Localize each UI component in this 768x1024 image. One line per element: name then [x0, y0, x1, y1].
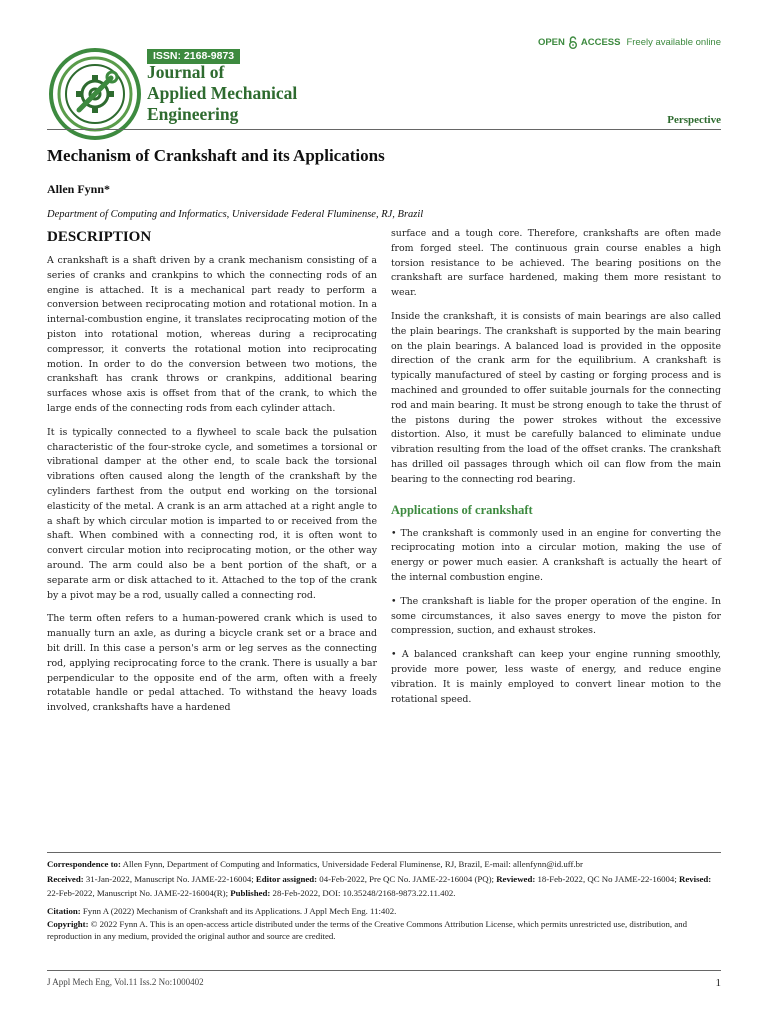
received-text: 31-Jan-2022, Manuscript No. JAME-22-16004; — [83, 873, 256, 884]
journal-title-line-2: Applied Mechanical — [147, 83, 298, 103]
page-footer — [47, 977, 721, 989]
footnote-divider — [47, 852, 721, 853]
journal-logo-gear-wrench-icon — [49, 48, 141, 140]
bullet-item: • The crankshaft is commonly used in an engine for converting the reciprocating motion into a circular motion, making the use of energy or power much easier. A crankshaft is actually the heart of the internal combustion engine. — [391, 527, 721, 583]
journal-title-line-3: Engineering — [147, 104, 239, 124]
correspondence-text: Allen Fynn, Department of Computing and Informatics, Universidade Federal Fluminense, RJ, Brazil, E-mail: allenfynn@id.uff.br — [120, 859, 583, 869]
bullet-item: • The crankshaft is liable for the proper operation of the engine. In some circumstances, it also saves energy to move the piston for compression, suction, and exhaust strokes. — [391, 595, 721, 637]
open-text: OPEN — [537, 37, 565, 48]
copyright-text: © 2022 Fynn A. This is an open-access article distributed under the terms of the Creative Commons Attribution License, which permits unrestricted use, distribution, and reproduction in any medium, provided the original author and source are credited. — [47, 918, 688, 941]
received-label: Received: — [47, 873, 84, 884]
bullet-item: • A balanced crankshaft can keep your engine running smoothly, provide more power, less waste of energy, and reduce engine vibration. It is mainly employed to convert linear motion to the rotational speed. — [391, 649, 721, 705]
article-title: Mechanism of Crankshaft and its Applications — [47, 146, 385, 165]
citation-label: Citation: — [47, 906, 81, 916]
article-type: Perspective — [667, 114, 721, 126]
author-name: Allen Fynn* — [47, 182, 111, 196]
copyright-label: Copyright: — [47, 918, 89, 929]
access-text: ACCESS — [580, 37, 621, 48]
open-lock-icon — [568, 36, 578, 49]
published-text: 28-Feb-2022, DOI: 10.35248/2168-9873.22.11.402. — [270, 888, 456, 898]
page-number: 1 — [715, 977, 721, 989]
citation-block — [47, 905, 721, 943]
header-divider — [47, 129, 721, 130]
author-affiliation: Department of Computing and Informatics, Universidade Federal Fluminense, RJ, Brazil — [47, 209, 424, 220]
revised-text: 22-Feb-2022, Manuscript No. JAME-22-16004(R); — [47, 888, 231, 898]
journal-title-line-1: Journal of — [147, 62, 225, 82]
paragraph: surface and a tough core. Therefore, crankshafts are often made from forged steel. The continuous grain course enables a high torsion resistance to be achieved. The bearing positions on the crankshaft are surface hardened, making them more resistant to wear. — [391, 228, 721, 299]
section-heading: DESCRIPTION — [47, 229, 152, 245]
reviewed-label: Reviewed: — [496, 873, 536, 884]
applications-heading: Applications of crankshaft — [391, 502, 533, 517]
citation-text: Fynn A (2022) Mechanism of Crankshaft and its Applications. J Appl Mech Eng. 11:402. — [80, 906, 397, 916]
left-column — [47, 228, 377, 725]
reviewed-text: 18-Feb-2022, QC No JAME-22-16004; — [535, 873, 679, 884]
paragraph: The term often refers to a human-powered crank which is used to manually turn an axle, as during a bicycle crank set or a brace and bit drill. In this case a person's arm or leg serves as the connecting rod, applying reciprocating force to the crank. There is usually a bar perpendicular to the opposite end of the arm, often with a freely rotatable handle or pedal attached. To withstand the heavy loads involved, crankshafts have a hardened — [47, 613, 377, 714]
issn-badge: ISSN: 2168-9873 — [147, 49, 240, 64]
paragraph: Inside the crankshaft, it is consists of main bearings are also called the plain bearings. The crankshaft is supported by the main bearing on the plain bearings. A balanced load is provided in the opposite direction of the crank arm for the equilibrium. A crankshaft is typically manufactured of steel by casting or forging process and is machined and grounded to offer suitable journals for the connecting rod and main bearing. It must be strong enough to take the thrust of the pistons during the power strokes without the excessive distortion. Also, it must be carefully balanced to eliminate undue vibration resulting from the load of the offset cranks. The crankshaft has drilled oil passages through which oil can flow from the main bearing to the connecting rod bearing. — [391, 310, 721, 485]
editor-text: 04-Feb-2022, Pre QC No. JAME-22-16004 (PQ); — [317, 873, 497, 884]
open-access-label — [538, 36, 721, 49]
paragraph: It is typically connected to a flywheel to scale back the pulsation characteristic of the four-stroke cycle, and sometimes a torsional or vibrational damper at the other end, to scale back the torsional vibrations often caused along the length of the crankshaft by the cylinders farthest from the output end working on the torsional elasticity of the metal. A crank is an arm attached at a right angle to a shaft by which circular motion is imparted to or received from the shaft. When combined with a connecting rod, it is often wont to convert circular motion into reciprocating motion, or the other way around. The arm could also be a bent portion of the shaft, or a separate arm or disk attached to it. Attached to the top of the crank by a pivot may be a rod, usually called a connecting rod. — [47, 426, 377, 601]
correspondence-block — [47, 857, 721, 901]
bottom-divider — [47, 970, 721, 971]
paragraph: A crankshaft is a shaft driven by a crank mechanism consisting of a series of cranks and crankpins to which the connecting rods of an engine is attached. It is a mechanical part ready to perform a conversion between reciprocating motion and rotational motion. In a internal-combustion engine, it translates reciprocating motion of the piston into rotational motion, whereas during a reciprocating compressor, it converts the rotational motion into reciprocating motion. In order to do the conversion between two motions, the crankshaft has crank throws or crankpins, additional bearing surfaces whose axis is offset from that of the crank, to which the large ends of the connecting rods from each cylinder attach. — [47, 255, 377, 414]
journal-title — [147, 62, 297, 125]
freely-available-text: Freely available online — [626, 37, 721, 48]
revised-label: Revised: — [678, 873, 712, 884]
journal-reference: J Appl Mech Eng, Vol.11 Iss.2 No:1000402 — [47, 977, 204, 987]
published-label: Published: — [230, 888, 271, 898]
correspondence-label: Correspondence to: — [47, 859, 121, 869]
editor-label: Editor assigned: — [255, 873, 318, 884]
right-column — [391, 227, 721, 716]
